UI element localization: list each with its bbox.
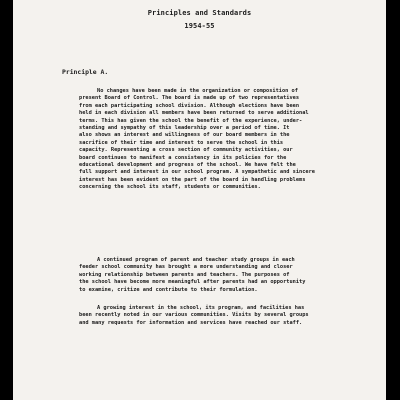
paragraph-line: working relationship between parents and teachers. The purposes of bbox=[79, 271, 290, 278]
paragraph-line: A growing interest in the school, its program, and facilities has bbox=[97, 305, 305, 311]
paragraph-line: and many requests for information and services have reached our staff. bbox=[79, 319, 303, 326]
paragraph-line: A continued program of parent and teacher study groups in each bbox=[97, 257, 295, 263]
paragraph-line: concerning the school its staff, students or communities. bbox=[79, 184, 261, 191]
paragraph-1 bbox=[79, 88, 379, 192]
paragraph-line: board continues to manifest a consistency in its policies for the bbox=[79, 154, 287, 161]
paragraph-line: held in each division all members have been returned to serve additional bbox=[79, 110, 309, 117]
paragraph-line: to examine, critize and contribute to their formulation. bbox=[79, 286, 258, 293]
paragraph-line: standing and sympathy of this leadership over a period of time. It bbox=[79, 125, 290, 132]
paragraph-line: from each participating school division. Although elections have been bbox=[79, 102, 300, 109]
paragraph-line: been recently noted in our various communities. Visits by several groups bbox=[79, 312, 309, 319]
section-heading: Principle A. bbox=[62, 68, 109, 76]
paragraph-line: full support and interest in our school program. A sympathetic and sincere bbox=[79, 169, 315, 176]
paragraph-line: also shows an interest and willingness of our board members in the bbox=[79, 132, 290, 139]
paragraph-line: present Board of Control. The board is made up of two representatives bbox=[79, 95, 300, 102]
paragraph-line: No changes have been made in the organization or composition of bbox=[97, 88, 298, 94]
paragraph-line: feeder school community has brought a more understanding and closer bbox=[79, 264, 293, 271]
document-title: Principles and Standards bbox=[147, 9, 252, 17]
paragraph-3 bbox=[79, 305, 379, 327]
document-page bbox=[13, 0, 386, 400]
paragraph-line: terms. This has given the school the benefit of the experience, under- bbox=[79, 117, 303, 124]
paragraph-line: capacity. Representing a cross section of community activities, our bbox=[79, 147, 293, 154]
paragraph-line: educational development and progress of the school. We have felt the bbox=[79, 162, 296, 169]
paragraph-line: the school have become more meaningful after parents had an opportunity bbox=[79, 279, 306, 286]
paragraph-2 bbox=[79, 257, 379, 294]
paragraph-line: interest has been evident on the part of the board in handling problems bbox=[79, 176, 306, 183]
document-year: 1954-55 bbox=[184, 22, 215, 30]
paragraph-line: sacrifice of their time and interest to serve the school in this bbox=[79, 139, 284, 146]
